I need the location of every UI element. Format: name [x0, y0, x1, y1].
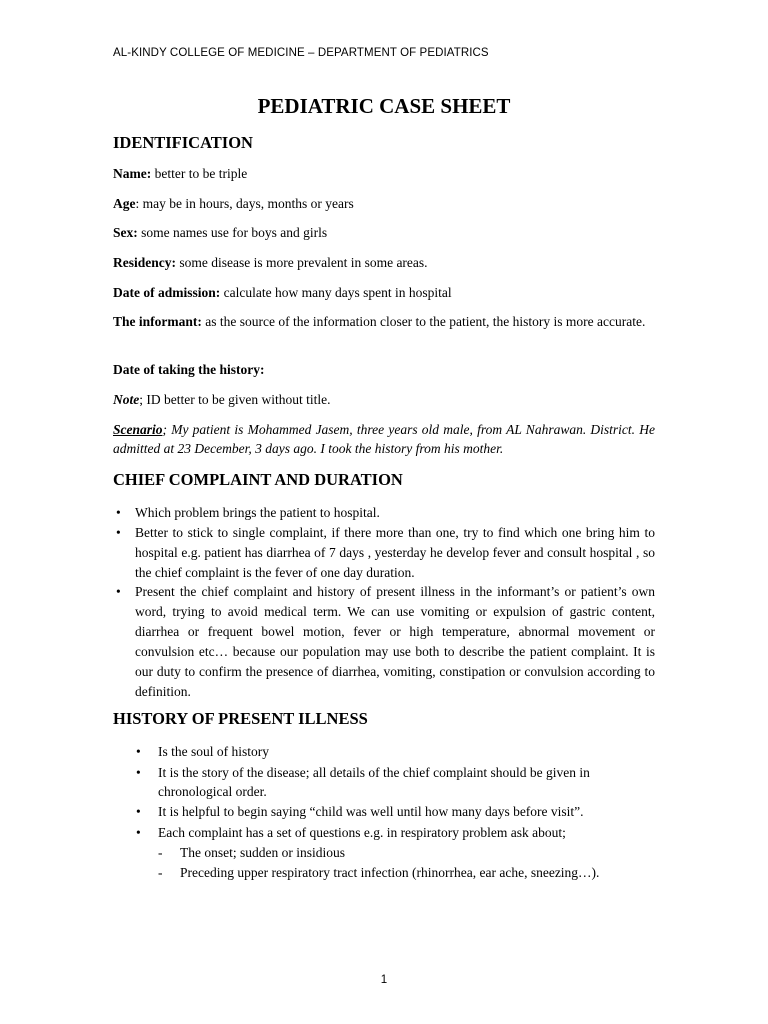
list-item-text: Is the soul of history: [158, 744, 269, 759]
informant-text: as the source of the information closer to the patient, the history is more accurate.: [201, 314, 646, 329]
history-date-label: Date of taking the history:: [113, 362, 265, 377]
bullet-icon: •: [116, 505, 121, 520]
list-item: [136, 823, 655, 842]
list-item: [113, 523, 655, 583]
scenario-text: ; My patient is Mohammed Jasem, three years old male, from AL Nahrawan. District. He admitted at 23 December, 3 days ago. I took the history from his mother.: [113, 422, 655, 456]
list-item-text: It is the story of the disease; all details of the chief complaint should be given in chronological order.: [158, 765, 590, 799]
name-label: Name:: [113, 166, 152, 181]
bullet-icon: •: [116, 525, 121, 540]
history-date-line: [113, 360, 265, 379]
identification-heading: IDENTIFICATION: [113, 133, 253, 152]
informant-label: The informant:: [113, 314, 202, 329]
sub-list-item: [158, 863, 599, 882]
note-label: Note: [113, 392, 140, 407]
residency-line: [113, 253, 428, 272]
admission-line: [113, 283, 452, 302]
name-line: [113, 164, 247, 183]
document-header: AL-KINDY COLLEGE OF MEDICINE – DEPARTMENT OF PEDIATRICS: [113, 47, 489, 59]
list-item: [136, 802, 655, 821]
sub-list-item-text: Preceding upper respiratory tract infection (rhinorrhea, ear ache, sneezing…).: [180, 865, 600, 880]
admission-label: Date of admission:: [113, 285, 221, 300]
list-item: [113, 503, 655, 523]
list-item-text: It is helpful to begin saying “child was well until how many days before visit”.: [158, 804, 584, 819]
bullet-icon: •: [136, 744, 141, 759]
chief-complaint-heading: CHIEF COMPLAINT AND DURATION: [113, 470, 403, 489]
page-number: 1: [380, 974, 388, 986]
age-line: [113, 194, 354, 213]
sub-list-item-text: The onset; sudden or insidious: [180, 845, 345, 860]
present-illness-heading: HISTORY OF PRESENT ILLNESS: [113, 709, 368, 728]
scenario-paragraph: [113, 420, 655, 458]
list-item: [113, 582, 655, 702]
name-text: better to be triple: [151, 166, 248, 181]
list-item-text: Present the chief complaint and history of present illness in the informant’s or patient’s own word, trying to avoid medical term. We can use vomiting or expulsion of gastric content, diarrhea or frequent bowel motion, fever or high temperature, abnormal movement or convulsion etc… because our population may use both to describe the patient complaint. It is our duty to confirm the presence of diarrhea, vomiting, constipation or convulsion according to definition.: [135, 584, 655, 699]
scenario-label: Scenario: [113, 422, 163, 437]
bullet-icon: •: [116, 584, 121, 599]
list-item-text: Each complaint has a set of questions e.g. in respiratory problem ask about;: [158, 825, 566, 840]
list-item: [136, 742, 655, 761]
list-item-text: Better to stick to single complaint, if there more than one, try to find which one bring him to hospital e.g. patient has diarrhea of 7 days , yesterday he develop fever and consult hospital , so the chief complaint is the fever of one day duration.: [135, 525, 655, 580]
admission-text: calculate how many days spent in hospital: [220, 285, 452, 300]
sex-line: [113, 223, 327, 242]
page-title: PEDIATRIC CASE SHEET: [257, 94, 511, 118]
bullet-icon: •: [136, 825, 141, 840]
residency-text: some disease is more prevalent in some areas.: [176, 255, 428, 270]
residency-label: Residency:: [113, 255, 176, 270]
age-text: : may be in hours, days, months or years: [135, 196, 354, 211]
bullet-icon: •: [136, 804, 141, 819]
dash-marker: -: [158, 865, 163, 880]
sex-label: Sex:: [113, 225, 138, 240]
list-item-text: Which problem brings the patient to hospital.: [135, 505, 380, 520]
bullet-icon: •: [136, 765, 141, 780]
list-item: [136, 763, 655, 801]
age-label: Age: [113, 196, 136, 211]
sex-text: some names use for boys and girls: [137, 225, 328, 240]
note-line: [113, 390, 330, 409]
informant-paragraph: [113, 312, 655, 331]
note-text: ; ID better to be given without title.: [139, 392, 331, 407]
dash-marker: -: [158, 845, 163, 860]
sub-list-item: [158, 843, 345, 862]
